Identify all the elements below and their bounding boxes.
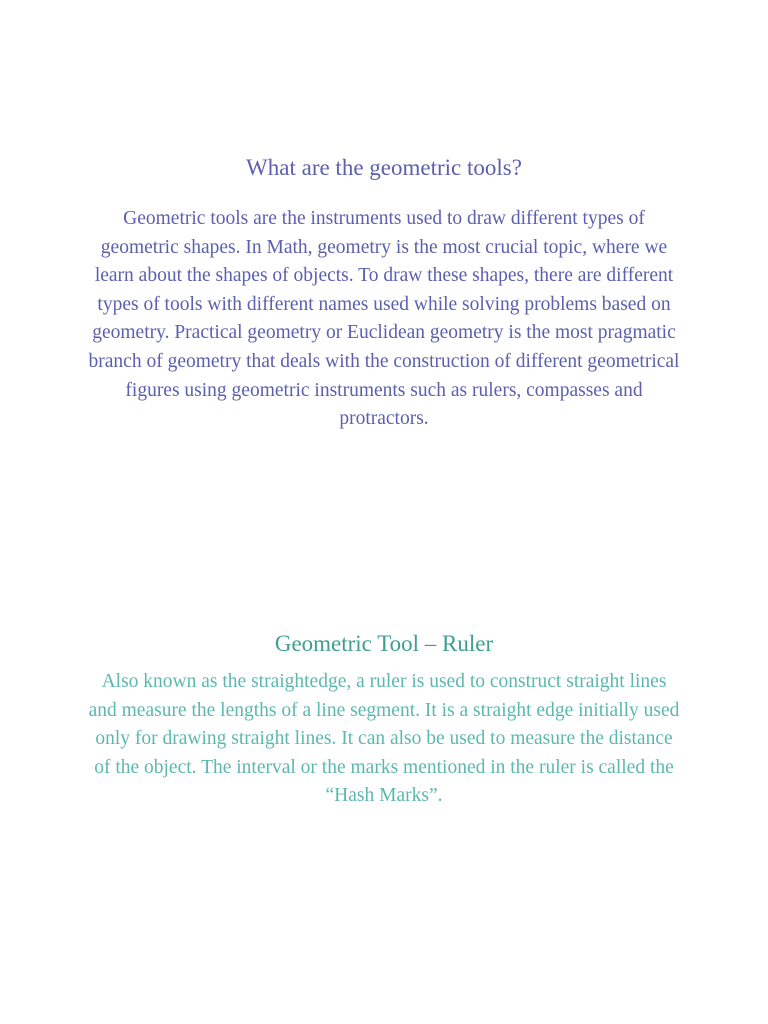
section-ruler — [0, 628, 768, 811]
section-paragraph: Geometric tools are the instruments used to draw different types of geometric shapes. In Math, geometry is the most crucial topic, where we learn about the shapes of objects. To draw these shapes, there are different types of tools with different names used while solving problems based on geometry. Practical geometry or Euclidean geometry is the most pragmatic branch of geometry that deals with the construction of different geometrical figures using geometric instruments such as rulers, compasses and protractors. — [88, 208, 680, 430]
section-heading: What are the geometric tools? — [246, 155, 522, 180]
section-paragraph: Also known as the straightedge, a ruler is used to construct straight lines and measure the lengths of a line segment. It is a straight edge initially used only for drawing straight lines. It can also be used to measure the distance of the object. The interval or the marks mentioned in the ruler is called the “Hash Marks”. — [88, 671, 680, 807]
section-heading: Geometric Tool – Ruler — [274, 631, 494, 656]
section-geometric-tools — [0, 152, 768, 434]
